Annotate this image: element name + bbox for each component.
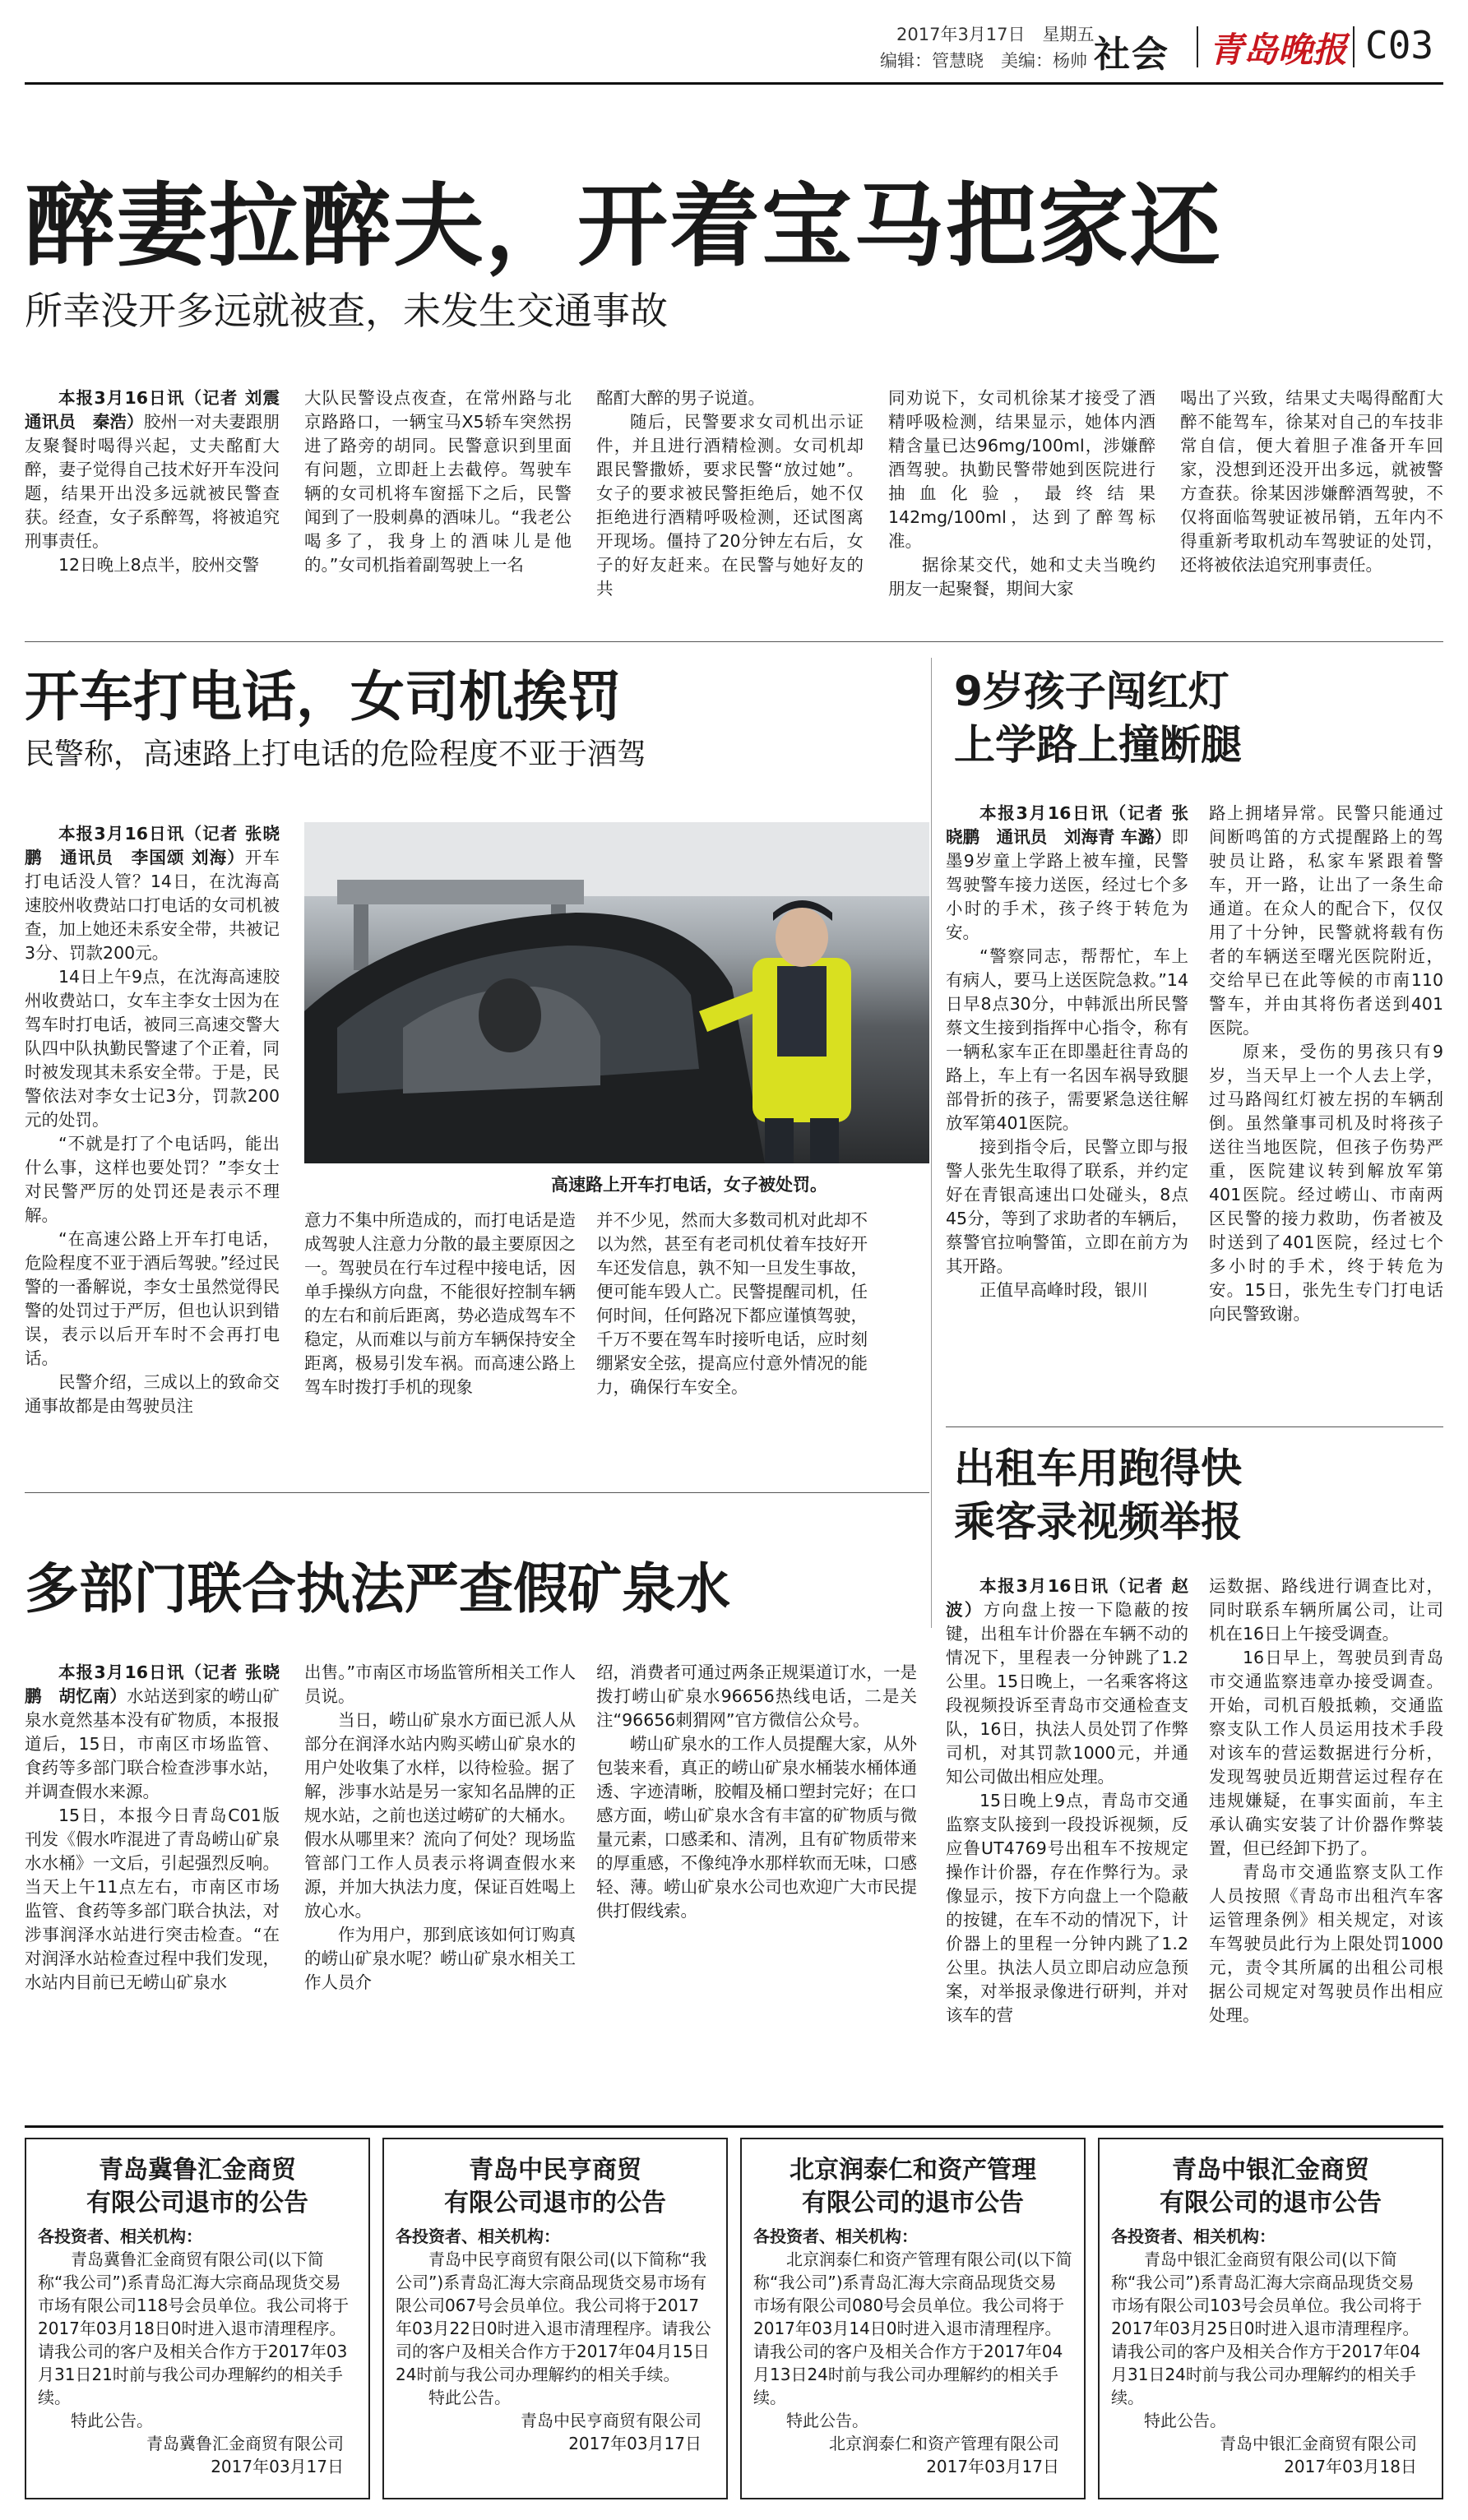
story3-headline-line2: 上学路上撞断腿 xyxy=(954,721,1242,769)
notice-title: 青岛中银汇金商贸 xyxy=(1172,2156,1369,2185)
story4-text: 青岛市交通监察支队工作人员按照《青岛市出租汽车客运管理条例》相关规定，对该车驾驶员此行为上限处罚1000元，责令其所属的出租公司根据公司规定对驾驶员作出相应处理。 xyxy=(1209,1862,1443,2025)
story2-text: 民警介绍，三成以上的致命交通事故都是由驾驶员注 xyxy=(25,1372,280,1416)
page-number: C03 xyxy=(1365,23,1434,67)
notice-signer: 北京润泰仁和资产管理有限公司 xyxy=(829,2434,1059,2453)
story1-text: 大队民警设点夜查，在常州路与北京路路口，一辆宝马X5轿车突然拐进了路旁的胡同。民警意识到里面有问题，立即赶上去截停。驾驶车辆的女司机将车窗摇下之后，民警闻到了一股刺鼻的酒味儿。“我老公喝多了，我身上的酒味儿是他的。”女司机指着副驾驶上一名 xyxy=(304,388,572,575)
notice-title: 北京润泰仁和资产管理 xyxy=(790,2156,1036,2185)
newspaper-logo: 青岛晚报 xyxy=(1209,30,1348,70)
story5-column-1 xyxy=(25,1661,280,2113)
story5-text: 水站送到家的崂山矿泉水竟然基本没有矿物质，本报报道后，15日，市南区市场监管、食药等多部门联合检查涉事水站，并调查假水来源。 xyxy=(25,1686,280,1801)
story1-text: 酩酊大醉的男子说道。 xyxy=(596,388,765,408)
story1-text: 同劝说下，女司机徐某才接受了酒精呼吸检测，结果显示，她体内酒精含量已达96mg/100ml，涉嫌醉酒驾驶。执勤民警带她到医院进行抽血化验，最终结果142mg/100ml，达到了醉驾标准。 xyxy=(888,388,1155,551)
story3-text: 原来，受伤的男孩只有9岁，当天早上一个人去上学，过马路闯红灯被左拐的车辆刮倒。虽然肇事司机及时将孩子送往当地医院，但孩子伤势严重，医院建议转到解放军第401医院。经过崂山、市南两区民警的接力救助，伤者被及时送到了401医院，经过七个多小时的手术，终于转危为安。15日，张先生专门打电话向民警致谢。 xyxy=(1209,1042,1443,1324)
story3-text: “警察同志，帮帮忙，车上有病人，要马上送医院急救。”14日早8点30分，中韩派出所民警蔡文生接到指挥中心指令，称有一辆私家车正在即墨赶往青岛的路上，车上有一名因车祸导致腿部骨折的孩子，需要紧急送往解放军第401医院。 xyxy=(946,946,1188,1133)
story4-text: 15日晚上9点，青岛市交通监察支队接到一段投诉视频，反应鲁UT4769号出租车不按规定操作计价器，存在作弊行为。录像显示，按下方向盘上一个隐蔽的按键，在车不动的情况下，计价器上的里程一分钟内跳了1.2公里。执法人员立即启动应急预案，对举报录像进行研判，并对该车的营 xyxy=(946,1791,1188,2025)
notice-title: 青岛中民亨商贸 xyxy=(469,2156,641,2185)
story1-headline: 醉妻拉醉夫，开着宝马把家还 xyxy=(25,173,1222,279)
notice-closing: 特此公告。 xyxy=(71,2411,153,2430)
story5-byline: 本报3月16日讯（记者 张晓鹏 胡忆南） xyxy=(25,1662,280,1706)
delisting-notice xyxy=(1098,2138,1443,2499)
story5-text: 出售。”市南区市场监管所相关工作人员说。 xyxy=(304,1662,576,1706)
story3-byline: 本报3月16日讯（记者 张晓鹏 通讯员 刘海青 车潞） xyxy=(946,803,1188,847)
header-divider xyxy=(1197,26,1198,67)
story5-text: 绍，消费者可通过两条正规渠道订水，一是拨打崂山矿泉水96656热线电话，二是关注“96656刺猬网”官方微信公众号。 xyxy=(596,1662,917,1730)
notice-closing: 特此公告。 xyxy=(428,2388,511,2407)
story5-text: 15日，本报今日青岛C01版刊发《假水咋混进了青岛崂山矿泉水水桶》一文后，引起强烈反响。当天上午11点左右，市南区市场监管、食药等多部门联合执法，对涉事润泽水站进行突击检查。“在对润泽水站检查过程中我们发现，水站内目前已无崂山矿泉水 xyxy=(25,1806,280,1992)
notice-signer: 青岛中民亨商贸有限公司 xyxy=(521,2411,702,2430)
story3-headline-line1: 9岁孩子闯红灯 xyxy=(954,668,1230,715)
story2-headline: 开车打电话，女司机挨罚 xyxy=(25,665,622,728)
traffic-police-photo xyxy=(304,822,929,1163)
header-rule xyxy=(25,82,1443,85)
notice-body: 北京润泰仁和资产管理有限公司(以下简称“我公司”)系青岛汇海大宗商品现货交易市场有限公司080号会员单位。我公司将于2017年03月14日0时进入退市清理程序。请我公司的客户及相关合作方于2017年04月13日24时前与我公司办理解约的相关手续。 xyxy=(753,2250,1072,2407)
story4-headline-line1: 出租车用跑得快 xyxy=(954,1445,1242,1492)
story4-text: 16日早上，驾驶员到青岛市交通监察违章办接受调查。开始，司机百般抵赖，交通监察支队工作人员运用技术手段对该车的营运数据进行分析，发现驾驶员近期营运过程存在违规嫌疑，在事实面前，车主承认确实安装了计价器作弊装置，但已经卸下扔了。 xyxy=(1209,1648,1443,1858)
column-divider xyxy=(931,658,932,1628)
notice-date: 2017年03月17日 xyxy=(926,2457,1059,2476)
story5-column-2 xyxy=(304,1661,576,2113)
notice-signer: 青岛冀鲁汇金商贸有限公司 xyxy=(146,2434,344,2453)
story1-column-4 xyxy=(888,386,1155,625)
story5-headline: 多部门联合执法严查假矿泉水 xyxy=(25,1557,730,1621)
story1-column-1 xyxy=(25,386,297,625)
story5-column-3 xyxy=(596,1661,917,2113)
notice-title: 青岛冀鲁汇金商贸 xyxy=(99,2156,296,2185)
story3-column-1 xyxy=(946,802,1188,1414)
notice-greeting: 各投资者、相关机构： xyxy=(396,2226,560,2246)
section-name: 社会 xyxy=(1094,34,1169,76)
notice-date: 2017年03月17日 xyxy=(211,2457,344,2476)
story4-byline: 本报3月16日讯（记者 赵波） xyxy=(946,1576,1188,1620)
story1-text: 据徐某交代，她和丈夫当晚约朋友一起聚餐，期间大家 xyxy=(888,555,1155,599)
story4-text: 方向盘上按一下隐蔽的按键，出租车计价器在车辆不动的情况下，里程表一分钟跳了1.2公里。15日晚上，一名乘客将这段视频投诉至青岛市交通检查支队，16日，执法人员处罚了作弊司机，对其罚款1000元，并通知公司做出相应处理。 xyxy=(946,1600,1188,1787)
story1-column-5 xyxy=(1180,386,1443,625)
story2-subheadline: 民警称，高速路上打电话的危险程度不亚于酒驾 xyxy=(25,738,647,771)
photo-illustration xyxy=(304,822,929,1163)
delisting-notice xyxy=(25,2138,370,2499)
section-rule xyxy=(946,1426,1443,1427)
story3-text: 即墨9岁童上学路上被车撞，民警驾驶警车接力送医，经过七个多小时的手术，孩子终于转危为安。 xyxy=(946,827,1188,942)
notice-body: 青岛中银汇金商贸有限公司(以下简称“我公司”)系青岛汇海大宗商品现货交易市场有限公司103号会员单位。我公司将于2017年03月25日0时进入退市清理程序。请我公司的客户及相关合作方于2017年04月31日24时前与我公司办理解约的相关手续。 xyxy=(1111,2250,1423,2407)
story3-text: 路上拥堵异常。民警只能通过间断鸣笛的方式提醒路上的驾驶员让路，私家车紧跟着警车，开一路，让出了一条生命通道。在众人的配合下，仅仅用了十分钟，民警就将载有伤者的车辆送至曙光医院附近，交给早已在此等候的市南110警车，并由其将伤者送到401医院。 xyxy=(1209,803,1443,1038)
header-divider xyxy=(1353,26,1355,67)
notice-date: 2017年03月17日 xyxy=(568,2434,702,2453)
story2-text: 14日上午9点，在沈海高速胶州收费站口，女车主李女士因为在驾车时打电话，被同三高速交警大队四中队执勤民警逮了个正着，同时被发现其未系安全带。于是，民警依法对李女士记3分，罚款200元的处罚。 xyxy=(25,967,280,1130)
story2-column-1 xyxy=(25,822,280,1472)
story2-text: 意力不集中所造成的，而打电话是造成驾驶人注意力分散的最主要原因之一。驾驶员在行车过程中接电话，因单手操纵方向盘，不能很好控制车辆的左右和前后距离，势必造成驾车不稳定，从而难以与前方车辆保持安全距离，极易引发车祸。而高速公路上驾车时拨打手机的现象 xyxy=(304,1210,576,1397)
story1-text: 随后，民警要求女司机出示证件，并且进行酒精检测。女司机却跟民警撒娇，要求民警“放过她”。女子的要求被民警拒绝后，她不仅拒绝进行酒精呼吸检测，还试图离开现场。僵持了20分钟左右后，女子的好友赶来。在民警与她好友的共 xyxy=(596,412,864,599)
story2-text: “不就是打了个电话吗，能出什么事，这样也要处罚？”李女士对民警严厉的处罚还是表示不理解。 xyxy=(25,1134,280,1225)
editor-credit: 编辑：管慧晓 美编：杨帅 xyxy=(880,51,1087,71)
delisting-notice xyxy=(382,2138,728,2499)
story2-text: “在高速公路上开车打电话，危险程度不亚于酒后驾驶。”经过民警的一番解说，李女士虽然觉得民警的处罚过于严厉，但也认识到错误，表示以后开车时不会再打电话。 xyxy=(25,1229,280,1368)
story5-text: 崂山矿泉水的工作人员提醒大家，从外包装来看，真正的崂山矿泉水桶装水桶体通透、字迹清晰，胶帽及桶口塑封完好；在口感方面，崂山矿泉水含有丰富的矿物质与微量元素，口感柔和、清冽，且有矿物质带来的厚重感，不像纯净水那样软而无味，口感轻、薄。崂山矿泉水公司也欢迎广大市民提供打假线索。 xyxy=(596,1734,917,1921)
story1-text: 喝出了兴致，结果丈夫喝得酩酊大醉不能驾车，徐某对自己的车技非常自信，便大着胆子准备开车回家，没想到还没开出多远，就被警方查获。徐某因涉嫌醉酒驾驶，不仅将面临驾驶证被吊销，五年内不得重新考取机动车驾驶证的处罚，还将被依法追究刑事责任。 xyxy=(1180,388,1443,575)
story2-column-3 xyxy=(596,1209,868,1472)
notice-signer: 青岛中银汇金商贸有限公司 xyxy=(1220,2434,1417,2453)
section-rule xyxy=(25,1492,929,1493)
story1-byline: 本报3月16日讯（记者 刘震 通讯员 秦浩） xyxy=(25,388,297,432)
story2-column-2 xyxy=(304,1209,576,1472)
story2-byline: 本报3月16日讯（记者 张晓鹏 通讯员 李国颂 刘海） xyxy=(25,824,280,867)
notice-greeting: 各投资者、相关机构： xyxy=(1111,2226,1276,2246)
notice-title: 有限公司的退市公告 xyxy=(802,2189,1024,2217)
notice-closing: 特此公告。 xyxy=(786,2411,868,2430)
story2-text: 开车打电话没人管？14日，在沈海高速胶州收费站口打电话的女司机被查，加上她还未系安全带，共被记3分、罚款200元。 xyxy=(25,848,280,963)
notice-title: 有限公司退市的公告 xyxy=(86,2189,308,2217)
notice-greeting: 各投资者、相关机构： xyxy=(38,2226,202,2246)
story1-text: 12日晚上8点半，胶州交警 xyxy=(58,555,260,575)
story5-text: 当日，崂山矿泉水方面已派人从部分在润泽水站内购买崂山矿泉水的用户处收集了水样，以待检验。据了解，涉事水站是另一家知名品牌的正规水站，之前也送过崂矿的大桶水。假水从哪里来？流向了何处？现场监管部门工作人员表示将调查假水来源，并加大执法力度，保证百姓喝上放心水。 xyxy=(304,1710,576,1921)
story3-text: 正值早高峰时段，银川 xyxy=(979,1280,1148,1300)
story1-column-3 xyxy=(596,386,864,625)
photo-caption: 高速路上开车打电话，女子被处罚。 xyxy=(551,1175,827,1195)
notice-body: 青岛中民亨商贸有限公司(以下简称“我公司”)系青岛汇海大宗商品现货交易市场有限公司067号会员单位。我公司将于2017年03月22日0时进入退市清理程序。请我公司的客户及相关合作方于2017年04月15日24时前与我公司办理解约的相关手续。 xyxy=(396,2250,711,2384)
story5-text: 作为用户，那到底该如何订购真的崂山矿泉水呢？崂山矿泉水相关工作人员介 xyxy=(304,1925,576,1992)
story1-column-2 xyxy=(304,386,572,625)
notice-date: 2017年03月18日 xyxy=(1284,2457,1417,2476)
story4-column-1 xyxy=(946,1574,1188,2105)
story3-column-2 xyxy=(1209,802,1443,1414)
notice-closing: 特此公告。 xyxy=(1144,2411,1226,2430)
story1-text: 胶州一对夫妻跟朋友聚餐时喝得兴起，丈夫酩酊大醉，妻子觉得自己技术好开车没问题，结果开出没多远就被民警查获。经查，女子系醉驾，将被追究刑事责任。 xyxy=(25,412,280,551)
section-rule xyxy=(25,641,1443,642)
story2-text: 并不少见，然而大多数司机对此却不以为然，甚至有老司机仗着车技好开车还发信息，孰不知一旦发生事故，便可能车毁人亡。民警提醒司机，任何时间，任何路况下都应谨慎驾驶，千万不要在驾车时接听电话，应时刻绷紧安全弦，提高应付意外情况的能力，确保行车安全。 xyxy=(596,1210,868,1397)
notice-title: 有限公司的退市公告 xyxy=(1160,2189,1382,2217)
story4-headline-line2: 乘客录视频举报 xyxy=(954,1498,1242,1546)
issue-date: 2017年3月17日 星期五 xyxy=(896,25,1095,44)
story1-subheadline: 所幸没开多远就被查，未发生交通事故 xyxy=(25,289,668,333)
notices-rule xyxy=(25,2125,1443,2128)
story3-text: 接到指令后，民警立即与报警人张先生取得了联系，并约定好在青银高速出口处碰头，8点45分，等到了求助者的车辆后，蔡警官拉响警笛，立即在前方为其开路。 xyxy=(946,1137,1188,1276)
story4-column-2 xyxy=(1209,1574,1443,2105)
notice-greeting: 各投资者、相关机构： xyxy=(753,2226,918,2246)
notice-body: 青岛冀鲁汇金商贸有限公司(以下简称“我公司”)系青岛汇海大宗商品现货交易市场有限公司118号会员单位。我公司将于2017年03月18日0时进入退市清理程序。请我公司的客户及相关合作方于2017年03月31日21时前与我公司办理解约的相关手续。 xyxy=(38,2250,350,2407)
delisting-notice xyxy=(740,2138,1086,2499)
story4-text: 运数据、路线进行调查比对，同时联系车辆所属公司，让司机在16日上午接受调查。 xyxy=(1209,1576,1443,1644)
notice-title: 有限公司退市的公告 xyxy=(444,2189,666,2217)
